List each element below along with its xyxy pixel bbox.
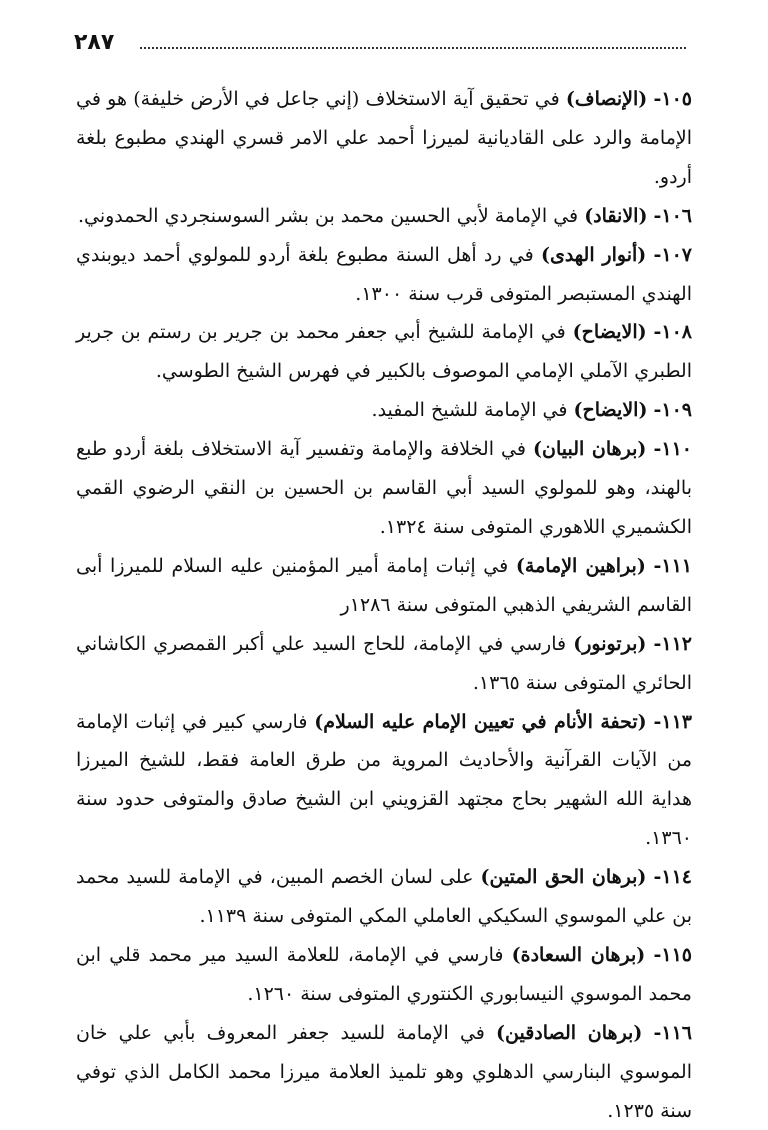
entry-number: ١١٢- [653,632,692,655]
entry-107 [76,236,692,314]
entry-111 [76,547,692,625]
entry-body: فارسي في الإمامة، للحاج السيد علي أكبر القمصري الكاشاني الحائري المتوفى سنة ١٣٦٥. [76,632,692,694]
entry-112 [76,625,692,703]
entry-title: (تحفة الأنام في تعيين الإمام عليه السلام) [314,710,647,733]
entry-body: على لسان الخصم المبين، في الإمامة للسيد محمد بن علي الموسوي السكيكي العاملي المكي المتوفى سنة ١١٣٩. [76,866,692,928]
entries-list [76,80,692,1130]
entry-number: ١١٣- [653,710,692,733]
entry-title: (برهان السعادة) [511,943,646,966]
entry-title: (الايضاح) [572,321,647,344]
header-dotted-rule [140,47,686,49]
entry-number: ١٠٧- [653,243,692,266]
entry-body: في الإمامة للسيد جعفر المعروف بأبي علي خان الموسوي البنارسي الدهلوي وهو تلميذ العلامة ميرزا محمد الكامل الذي توفي سنة ١٢٣٥. [76,1021,692,1122]
entry-title: (برهان الصادقين) [496,1021,643,1044]
entry-115 [76,936,692,1014]
entry-109 [76,391,692,430]
entry-106 [76,197,692,236]
page-header [74,30,686,60]
entry-title: (أنوار الهدى) [540,243,647,266]
entry-title: (الانقاد) [584,204,648,227]
entry-title: (برتونور) [573,632,647,655]
entry-108 [76,313,692,391]
entry-body: في رد أهل السنة مطبوع بلغة أردو للمولوي أحمد ديوبندي الهندي المستبصر المتوفى قرب سنة ١٣٠٠. [76,243,692,305]
entry-114 [76,858,692,936]
entry-title: (براهين الإمامة) [515,554,646,577]
entry-number: ١١٦- [653,1021,692,1044]
entry-body: في الإمامة لأبي الحسين محمد بن بشر السوسنجردي الحمدوني. [77,204,585,227]
entry-body: في الإمامة للشيخ أبي جعفر محمد بن جرير بن رستم بن جرير الطبري الآملي الإمامي الموصوف بالكبير في فهرس الشيخ الطوسي. [76,321,692,383]
entry-body: فارسي كبير في إثبات الإمامة من الآيات القرآنية والأحاديث المروية من طرق العامة فقط، للشيخ الميرزا هداية الله الشهير بحاج مجتهد القزويني ابن الشيخ صادق والمتوفى حدود سنة ١٣٦٠. [76,710,692,850]
entry-body: في إثبات إمامة أمير المؤمنين عليه السلام للميرزا أبى القاسم الشريفي الذهبي المتوفى سنة ١٢٨٦ر [76,554,692,616]
entry-title: (برهان الحق المتين) [480,866,647,889]
entry-number: ١٠٦- [653,204,692,227]
entry-110 [76,430,692,547]
entry-105 [76,80,692,197]
entry-number: ١٠٨- [653,321,693,344]
entry-body: فارسي في الإمامة، للعلامة السيد مير محمد قلي ابن محمد الموسوي النيسابوري الكنتوري المتوفى سنة ١٢٦٠. [76,943,692,1005]
entry-title: (برهان البيان) [533,438,647,461]
entry-number: ١١٥- [653,943,693,966]
entry-number: ١١١- [653,554,693,577]
entry-number: ١٠٩- [653,399,692,422]
entry-number: ١١٠- [653,438,692,461]
entry-title: (الايضاح) [573,399,648,422]
entry-body: في تحقيق آية الاستخلاف (إني جاعل في الأرض خليفة) هو في الإمامة والرد على القاديانية لميرزا أحمد علي الامر قسري الهندي مطبوع بلغة أردو. [76,88,692,188]
entry-number: ١٠٥- [653,88,693,110]
entry-body: في الخلافة والإمامة وتفسير آية الاستخلاف بلغة أردو طبع بالهند، وهو للمولوي السيد أبي القاسم بن الحسين بن النقي الرضوي القمي الكشميري اللاهوري المتوفى سنة ١٣٢٤. [76,438,692,538]
entry-number: ١١٤- [653,866,693,889]
entry-113 [76,703,692,859]
entry-title: (الإنصاف) [565,88,648,110]
entry-116 [76,1014,692,1130]
entry-body: في الإمامة للشيخ المفيد. [371,399,574,422]
page-number: ٢٨٧ [74,30,115,55]
